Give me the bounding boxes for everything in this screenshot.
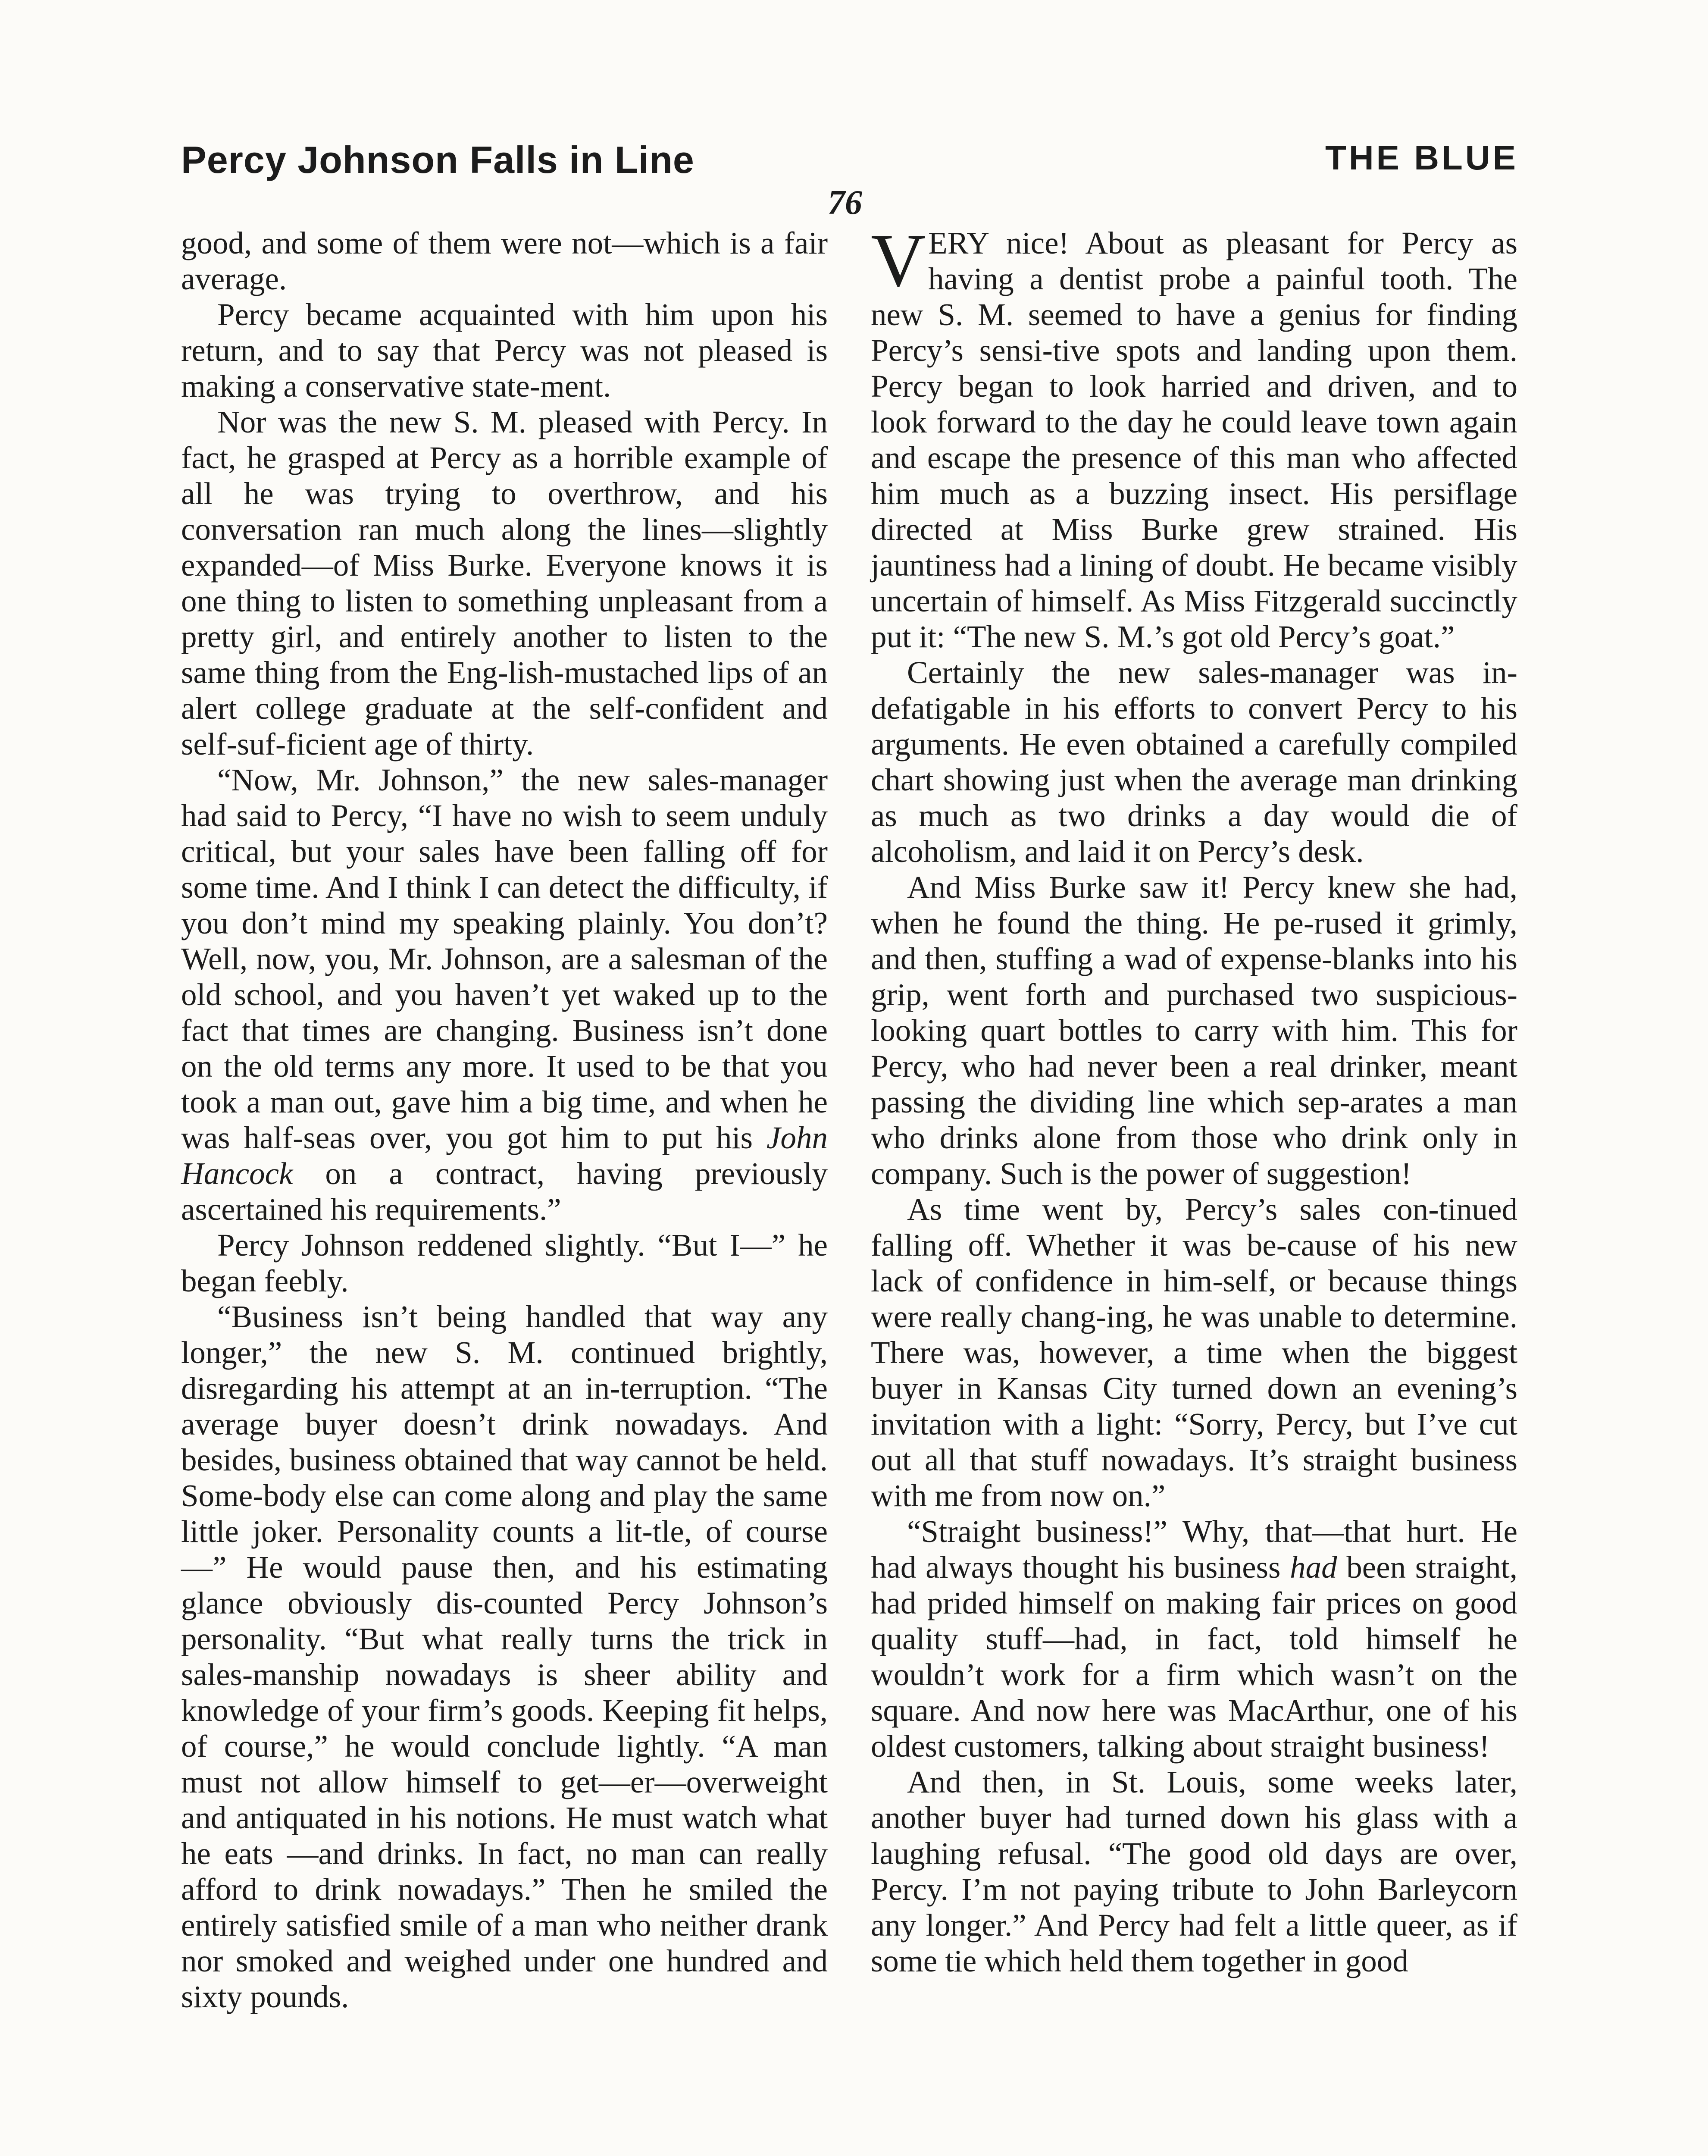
paragraph: Nor was the new S. M. pleased with Percy. In fact, he grasped at Percy as a horrible example of all he was trying to overthrow, and his conversation ran much along the lines—slightly expanded—of Miss Burke. Everyone knows it is one thing to listen to something unpleasant from a pretty girl, and entirely another to listen to the same thing from the Eng-lish-mustached lips of an alert college graduate at the self-confident and self-suf-ficient age of thirty. <box>181 404 828 761</box>
italic-word: had <box>1290 1550 1337 1585</box>
paragraph: Certainly the new sales-manager was in-defatigable in his efforts to convert Percy to his arguments. He even obtained a carefully compiled chart showing just when the average man drinking as much as two drinks a day would die of alcoholism, and laid it on Percy’s desk. <box>871 655 1517 869</box>
paragraph-text: “Straight business!” Why, that—that hurt. He had always thought his business <box>871 1514 1517 1585</box>
paragraph-text: been straight, had prided himself on making fair prices on good quality stuff—had, in fact, told himself he wouldn’t work for a firm which wasn’t on the square. And now here was MacArthur, one of his oldest customers, talking about straight business! <box>871 1550 1517 1764</box>
magazine-name: THE BLUE <box>1325 138 1518 177</box>
paragraph: And Miss Burke saw it! Percy knew she had, when he found the thing. He pe-rused it grimly, and then, stuffing a wad of expense-blanks into his grip, went forth and purchased two suspicious-looking quart bottles to carry with him. This for Percy, who had never been a real drinker, meant passing the dividing line which sep-arates a man who drinks alone from those who drink only in company. Such is the power of suggestion! <box>871 870 1517 1191</box>
page-number: 76 <box>828 184 862 222</box>
paragraph <box>871 219 1517 655</box>
story-title: Percy Johnson Falls in Line <box>181 138 694 181</box>
paragraph: Percy Johnson reddened slightly. “But I—” he began feebly. <box>181 1228 828 1298</box>
italic-phrase: John Hancock <box>181 1120 828 1191</box>
drop-cap: V <box>871 219 926 303</box>
paragraph <box>181 762 828 1227</box>
paragraph: “Business isn’t being handled that way any longer,” the new S. M. continued brightly, disregarding his attempt at an in-terruption. “The average buyer doesn’t drink nowadays. And besides, business obtained that way cannot be held. Some-body else can come along and play the same little joker. Personality counts a lit-tle, of course—” He would pause then, and his estimating glance obviously dis-counted Percy Johnson’s personality. “But what really turns the trick in sales-manship nowadays is sheer ability and knowledge of your firm’s goods. Keeping fit helps, of course,” he would conclude lightly. “A man must not allow himself to get—er—overweight and antiquated in his notions. He must watch what he eats —and drinks. In fact, no man can really afford to drink nowadays.” Then he smiled the entirely satisfied smile of a man who neither drank nor smoked and weighed under one hundred and sixty pounds. <box>181 1299 828 2014</box>
paragraph-text: “Now, Mr. Johnson,” the new sales-manager had said to Percy, “I have no wish to seem unduly critical, but your sales have been falling off for some time. And I think I can detect the difficulty, if you don’t mind my speaking plainly. You don’t? Well, now, you, Mr. Johnson, are a salesman of the old school, and you haven’t yet waked up to the fact that times are changing. Business isn’t done on the old terms any more. It used to be that you took a man out, gave him a big time, and when he was half-seas over, you got him to put his <box>181 762 828 1155</box>
paragraph-text: on a contract, having previously ascertained his requirements.” <box>181 1156 828 1227</box>
paragraph: good, and some of them were not—which is a fair average. <box>181 226 828 296</box>
running-header <box>181 138 1518 190</box>
left-column <box>181 225 828 2015</box>
paragraph <box>871 1514 1517 1764</box>
paragraph: Percy became acquainted with him upon his return, and to say that Percy was not pleased is making a conservative state-ment. <box>181 297 828 404</box>
right-column <box>871 219 1517 1979</box>
paragraph-text: ERY nice! About as pleasant for Percy as having a dentist probe a painful tooth. The new S. M. seemed to have a genius for finding Percy’s sensi-tive spots and landing upon them. Percy began to look harried and driven, and to look forward to the day he could leave town again and escape the presence of this man who affected him much as a buzzing insect. His persiflage directed at Miss Burke grew strained. His jauntiness had a lining of doubt. He became visibly uncertain of himself. As Miss Fitzgerald succinctly put it: “The new S. M.’s got old Percy’s goat.” <box>871 226 1517 654</box>
paragraph: And then, in St. Louis, some weeks later, another buyer had turned down his glass with a laughing refusal. “The good old days are over, Percy. I’m not paying tribute to John Barleycorn any longer.” And Percy had felt a little queer, as if some tie which held them together in good <box>871 1764 1517 1978</box>
paragraph: As time went by, Percy’s sales con-tinued falling off. Whether it was be-cause of his new lack of confidence in him-self, or because things were really chang-ing, he was unable to determine. There was, however, a time when the biggest buyer in Kansas City turned down an evening’s invitation with a light: “Sorry, Percy, but I’ve cut out all that stuff nowadays. It’s straight business with me from now on.” <box>871 1192 1517 1513</box>
